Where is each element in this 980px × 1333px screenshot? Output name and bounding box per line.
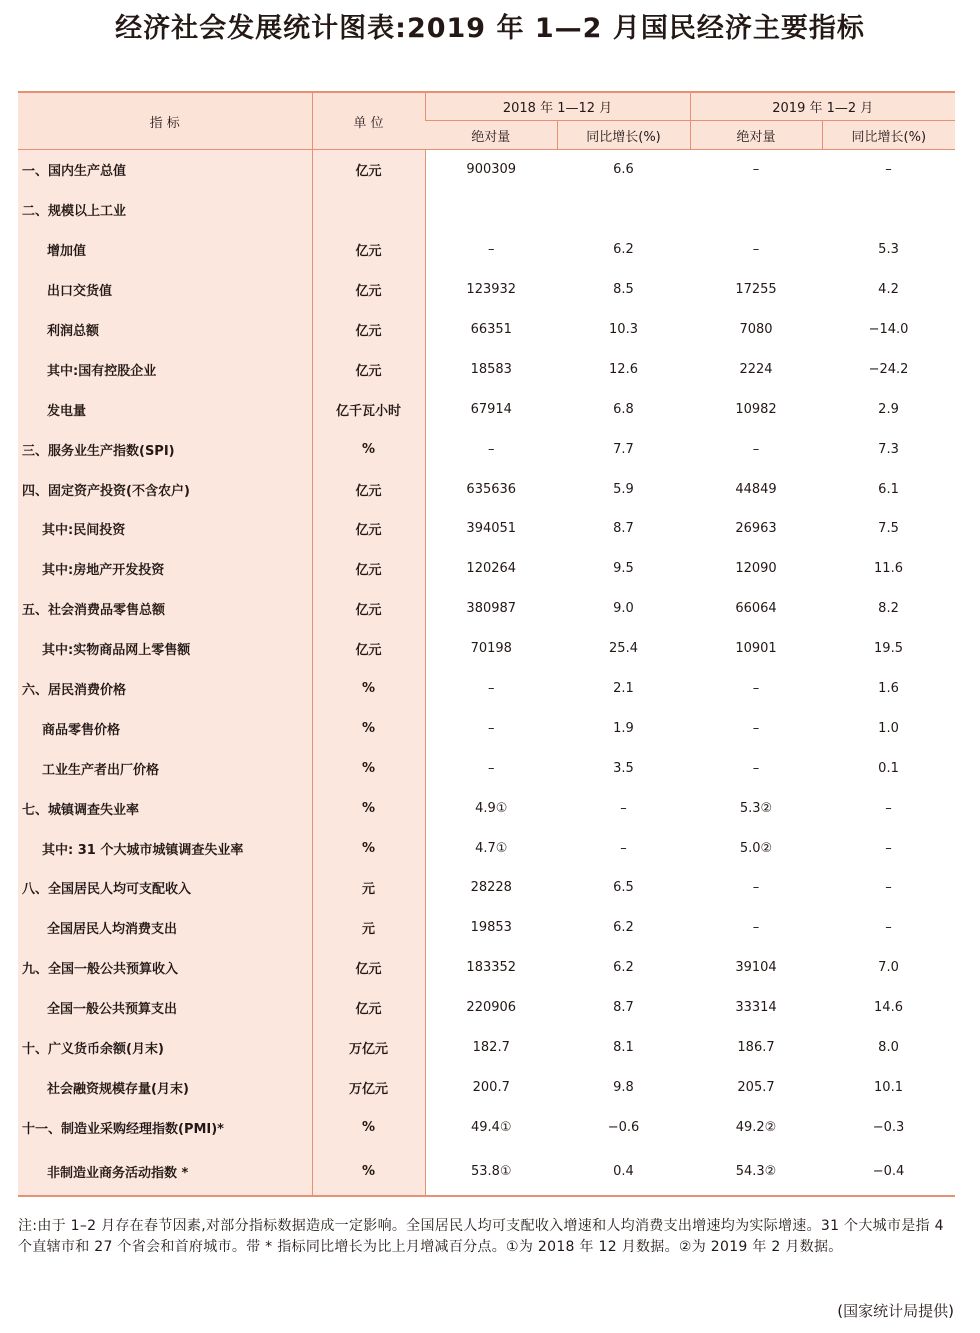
row-unit <box>312 190 425 230</box>
abs-2019: 10901 <box>735 641 777 657</box>
abs-2018: – <box>425 748 557 788</box>
abs-2018: 67914 <box>425 389 557 429</box>
abs-2018: 49.4① <box>425 1107 557 1147</box>
abs-2019: – <box>752 242 760 258</box>
abs-2019: 26963 <box>735 521 777 537</box>
yoy-2018: −0.6 <box>607 1119 640 1135</box>
abs-2018: 28228 <box>425 868 557 908</box>
abs-2018: – <box>425 669 557 709</box>
table-row <box>18 908 955 948</box>
abs-2019: 49.2② <box>735 1119 777 1135</box>
yoy-2019: – <box>885 800 892 816</box>
abs-2019: – <box>752 920 760 936</box>
abs-2018: 183352 <box>425 948 557 988</box>
row-name: 十、广义货币余额(月末) <box>18 1028 312 1068</box>
abs-2018: 182.7 <box>425 1028 557 1068</box>
table-row <box>18 988 955 1028</box>
row-unit: 元 <box>312 868 425 908</box>
yoy-2019: 6.1 <box>878 481 899 497</box>
table-row <box>18 469 955 509</box>
abs-2019: 5.0② <box>739 840 773 856</box>
abs-2018: 635636 <box>425 469 557 509</box>
table-body <box>18 150 955 1197</box>
abs-2018: 394051 <box>425 509 557 549</box>
row-name: 二、规模以上工业 <box>18 190 312 230</box>
abs-2018: 53.8① <box>425 1147 557 1196</box>
header-indicator: 指 标 <box>18 92 312 150</box>
abs-2019: – <box>752 441 760 457</box>
abs-2018: 19853 <box>425 908 557 948</box>
abs-2018: 900309 <box>425 150 557 190</box>
yoy-2019: 8.0 <box>878 1040 899 1056</box>
row-name: 一、国内生产总值 <box>18 150 312 190</box>
row-unit: 亿元 <box>312 589 425 629</box>
row-name: 工业生产者出厂价格 <box>18 748 312 788</box>
table-row <box>18 1067 955 1107</box>
abs-2019: 44849 <box>735 481 777 497</box>
table-row <box>18 1028 955 1068</box>
yoy-2018: 8.1 <box>613 1040 634 1056</box>
yoy-2018: 1.9 <box>613 720 634 736</box>
row-name: 利润总额 <box>18 310 312 350</box>
row-unit: 亿元 <box>312 150 425 190</box>
abs-2018: 66351 <box>425 310 557 350</box>
row-unit: 亿元 <box>312 310 425 350</box>
yoy-2019: 4.2 <box>878 282 899 298</box>
yoy-2019: 7.3 <box>878 441 899 457</box>
abs-2019: – <box>752 162 760 178</box>
row-name: 五、社会消费品零售总额 <box>18 589 312 629</box>
yoy-2019: −0.4 <box>872 1163 905 1179</box>
row-unit: 万亿元 <box>312 1028 425 1068</box>
row-name: 全国一般公共预算支出 <box>18 988 312 1028</box>
row-name: 非制造业商务活动指数 * <box>18 1147 312 1196</box>
row-name: 八、全国居民人均可支配收入 <box>18 868 312 908</box>
abs-2019: 186.7 <box>737 1040 775 1056</box>
header-period-2019: 2019 年 1—2 月 <box>690 92 955 121</box>
table-row <box>18 828 955 868</box>
yoy-2019: 10.1 <box>874 1079 903 1095</box>
row-unit: 亿元 <box>312 469 425 509</box>
table-row <box>18 589 955 629</box>
abs-2018: – <box>425 708 557 748</box>
row-name: 其中:民间投资 <box>18 509 312 549</box>
yoy-2019: 7.5 <box>878 521 899 537</box>
abs-2019: – <box>752 880 760 896</box>
table-row <box>18 509 955 549</box>
yoy-2019: – <box>885 920 892 936</box>
row-unit: 万亿元 <box>312 1067 425 1107</box>
row-unit: 亿元 <box>312 270 425 310</box>
abs-2018: 220906 <box>425 988 557 1028</box>
table-row <box>18 150 955 190</box>
row-name: 三、服务业生产指数(SPI) <box>18 429 312 469</box>
table-row <box>18 310 955 350</box>
yoy-2019: −14.0 <box>868 322 909 337</box>
table-row <box>18 629 955 669</box>
yoy-2019: −0.3 <box>872 1119 905 1135</box>
abs-2018: 4.9① <box>425 788 557 828</box>
row-name: 其中: 31 个大城市城镇调查失业率 <box>18 828 312 868</box>
row-name: 发电量 <box>18 389 312 429</box>
row-unit: % <box>312 748 425 788</box>
yoy-2018: 9.0 <box>613 601 634 617</box>
row-name: 其中:房地产开发投资 <box>18 549 312 589</box>
table-row <box>18 230 955 270</box>
abs-2019: 2224 <box>739 361 773 377</box>
yoy-2019: – <box>885 162 892 178</box>
header-unit: 单 位 <box>312 92 425 150</box>
row-unit: % <box>312 1107 425 1147</box>
row-name: 其中:实物商品网上零售额 <box>18 629 312 669</box>
row-unit: % <box>312 1147 425 1196</box>
yoy-2018: – <box>620 800 627 816</box>
row-unit: % <box>312 788 425 828</box>
table-row <box>18 270 955 310</box>
yoy-2018: 3.5 <box>613 760 634 776</box>
row-unit: % <box>312 429 425 469</box>
yoy-2018: 9.5 <box>613 561 634 577</box>
table-row <box>18 190 955 230</box>
yoy-2018: 0.4 <box>613 1163 634 1179</box>
yoy-2019: 7.0 <box>878 960 899 976</box>
yoy-2018 <box>557 190 690 230</box>
yoy-2018: 6.8 <box>613 401 634 417</box>
yoy-2018: 8.7 <box>613 521 634 537</box>
row-name: 出口交货值 <box>18 270 312 310</box>
yoy-2018: 6.2 <box>613 960 634 976</box>
row-name: 十一、制造业采购经理指数(PMI)* <box>18 1107 312 1147</box>
abs-2018: 123932 <box>425 270 557 310</box>
table-row <box>18 708 955 748</box>
footnote: 注:由于 1–2 月存在春节因素,对部分指标数据造成一定影响。全国居民人均可支配收入增速和人均消费支出增速均为实际增速。31 个大城市是指 4 个直辖市和 27 个省会和首府城市。带 * 指标同比增长为比上月增减百分点。①为 2018 年 12 月数据。②为 2019 年 2 月数据。 <box>18 1218 944 1255</box>
table-row <box>18 669 955 709</box>
header-yoy-2018: 同比增长(%) <box>557 121 690 150</box>
abs-2019: 17255 <box>735 282 777 298</box>
yoy-2019: −24.2 <box>868 361 909 377</box>
yoy-2019: 1.0 <box>878 720 899 736</box>
table-row <box>18 549 955 589</box>
yoy-2019: 2.9 <box>878 401 899 417</box>
yoy-2019: – <box>885 840 892 856</box>
row-unit: 亿元 <box>312 549 425 589</box>
yoy-2018: 6.2 <box>613 920 634 936</box>
header-yoy-2019: 同比增长(%) <box>822 121 955 150</box>
table-row <box>18 948 955 988</box>
row-name: 四、固定资产投资(不含农户) <box>18 469 312 509</box>
abs-2019: – <box>752 760 760 776</box>
yoy-2018: 5.9 <box>613 481 634 497</box>
abs-2019: 66064 <box>735 601 777 617</box>
yoy-2019: 19.5 <box>874 641 903 657</box>
abs-2019: 33314 <box>735 1000 777 1016</box>
table-row <box>18 1147 955 1196</box>
abs-2018: 120264 <box>425 549 557 589</box>
table-row <box>18 748 955 788</box>
row-unit: 亿元 <box>312 948 425 988</box>
abs-2018: 70198 <box>425 629 557 669</box>
row-name: 商品零售价格 <box>18 708 312 748</box>
header-abs-2019: 绝对量 <box>690 121 822 150</box>
table-row <box>18 1107 955 1147</box>
abs-2019: 7080 <box>739 322 773 337</box>
yoy-2019: 14.6 <box>874 1000 903 1016</box>
yoy-2018: 2.1 <box>613 681 634 697</box>
abs-2018: 18583 <box>425 349 557 389</box>
row-unit: 亿元 <box>312 509 425 549</box>
abs-2019: 205.7 <box>737 1079 775 1095</box>
yoy-2018: 10.3 <box>609 322 638 337</box>
abs-2019: – <box>752 681 760 697</box>
row-name: 七、城镇调查失业率 <box>18 788 312 828</box>
abs-2018 <box>425 190 557 230</box>
abs-2019: 12090 <box>735 561 777 577</box>
row-name: 九、全国一般公共预算收入 <box>18 948 312 988</box>
yoy-2019: 8.2 <box>878 601 899 617</box>
abs-2018: 200.7 <box>425 1067 557 1107</box>
table-row <box>18 429 955 469</box>
row-unit: 元 <box>312 908 425 948</box>
yoy-2019 <box>822 190 955 230</box>
row-name: 其中:国有控股企业 <box>18 349 312 389</box>
abs-2019: 39104 <box>735 960 777 976</box>
row-unit: % <box>312 708 425 748</box>
row-name: 增加值 <box>18 230 312 270</box>
abs-2019: 10982 <box>735 401 777 417</box>
row-unit: 亿元 <box>312 349 425 389</box>
yoy-2018: 6.2 <box>613 242 634 258</box>
table-row <box>18 788 955 828</box>
yoy-2018: – <box>620 840 627 856</box>
row-name: 全国居民人均消费支出 <box>18 908 312 948</box>
row-name: 六、居民消费价格 <box>18 669 312 709</box>
abs-2018: – <box>425 230 557 270</box>
row-unit: 亿元 <box>312 230 425 270</box>
abs-2019: – <box>752 720 760 736</box>
row-unit: 亿元 <box>312 629 425 669</box>
abs-2019: 5.3② <box>739 800 773 816</box>
yoy-2019: 1.6 <box>878 681 899 697</box>
row-unit: 亿千瓦小时 <box>312 389 425 429</box>
table-row <box>18 389 955 429</box>
yoy-2018: 12.6 <box>609 361 638 377</box>
yoy-2018: 8.7 <box>613 1000 634 1016</box>
row-name: 社会融资规模存量(月末) <box>18 1067 312 1107</box>
yoy-2018: 9.8 <box>613 1079 634 1095</box>
yoy-2018: 6.5 <box>613 880 634 896</box>
row-unit: % <box>312 828 425 868</box>
yoy-2018: 25.4 <box>609 641 638 657</box>
abs-2018: 4.7① <box>425 828 557 868</box>
abs-2018: – <box>425 429 557 469</box>
header-period-2018: 2018 年 1—12 月 <box>425 92 690 121</box>
indicators-table <box>18 91 955 1197</box>
abs-2019: 54.3② <box>735 1163 777 1179</box>
yoy-2019: 11.6 <box>874 561 903 577</box>
header-abs-2018: 绝对量 <box>425 121 557 150</box>
yoy-2019: 5.3 <box>878 242 899 258</box>
yoy-2019: – <box>885 880 892 896</box>
source-credit: (国家统计局提供) <box>837 1302 954 1320</box>
yoy-2018: 6.6 <box>613 162 634 178</box>
table-row <box>18 868 955 908</box>
yoy-2018: 7.7 <box>613 441 634 457</box>
table-row <box>18 349 955 389</box>
row-unit: 亿元 <box>312 988 425 1028</box>
abs-2019 <box>690 190 822 230</box>
yoy-2019: 0.1 <box>878 760 899 776</box>
page-title: 经济社会发展统计图表:2019 年 1—2 月国民经济主要指标 <box>115 13 865 44</box>
row-unit: % <box>312 669 425 709</box>
abs-2018: 380987 <box>425 589 557 629</box>
yoy-2018: 8.5 <box>613 282 634 298</box>
